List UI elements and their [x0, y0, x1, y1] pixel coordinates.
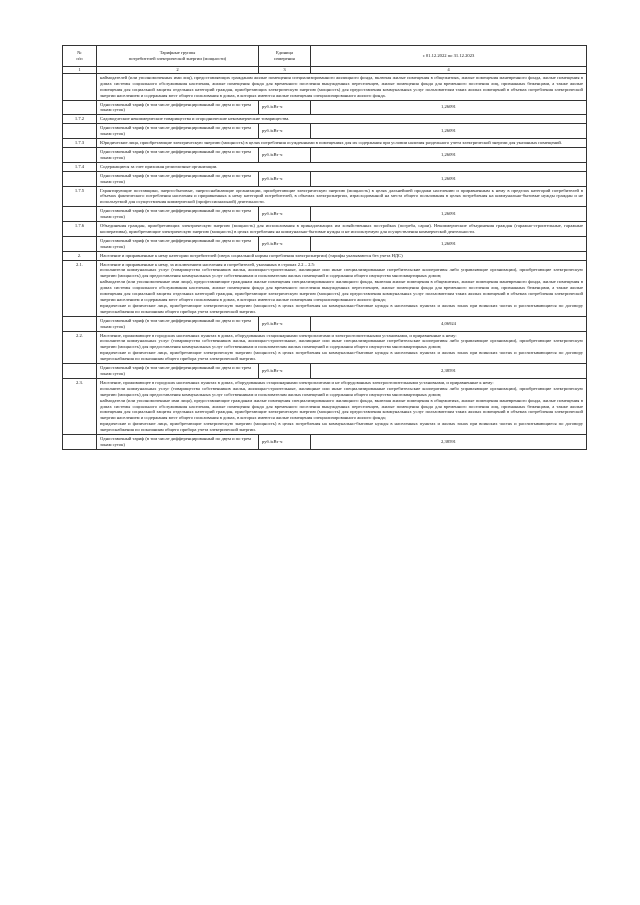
tariff-label: Одноставочный тариф (в том числе дифференцированный по двум и по трем зонам суток) — [97, 207, 259, 222]
document-page — [62, 45, 586, 450]
tariff-value: 4,06924 — [311, 316, 587, 331]
table-row-tariff — [63, 236, 587, 251]
column-number: 1 — [63, 67, 97, 74]
column-number: 3 — [259, 67, 311, 74]
tariff-value: 1,26091 — [311, 100, 587, 115]
description-paragraph: наймодателей (или уполномоченных ими лиц), предоставляющих гражданам жилые помещения специализированного жилищного фонда, включая жилые помещения в общежитиях, жилые помещения маневренного фонда, жилые помещения в домах системы социального обслуживания населения, жилые помещения фонда для временного поселения вынужденных переселенцев, жилые помещения фонда для временного поселения лиц, признанных беженцами, а также жилые помещения для социальной защиты отдельных категорий граждан, приобретающих электрическую энергию (мощность) для предоставления коммунальных услуг пользователям таких жилых помещений в объемах потребления электрической энергии населением и содержания мест общего пользования в домах, в которых имеются жилые помещения специализированного жилого фонда. — [100, 74, 583, 98]
table-row-tariff — [63, 435, 587, 450]
row-description — [97, 115, 587, 124]
row-number: 2.1. — [63, 260, 97, 316]
tariff-unit: руб./кВт·ч — [259, 316, 311, 331]
table-body — [63, 73, 587, 449]
row-number-empty — [63, 207, 97, 222]
tariff-label: Одноставочный тариф (в том числе дифференцированный по двум и по трем зонам суток) — [97, 435, 259, 450]
table-row-desc — [63, 186, 587, 207]
table-row-desc — [63, 115, 587, 124]
row-number: 1.7.6 — [63, 222, 97, 237]
row-number-empty — [63, 171, 97, 186]
tariff-value: 1,26091 — [311, 124, 587, 139]
description-paragraph: исполнители коммунальных услуг (товарищества собственников жилья, жилищно-строительные, жилищные или иные специализированные потребительские кооперативы либо управляющие организации), приобретающие электрическую энергию (мощность) для предоставления коммунальных услуг собственникам и пользователям жилых помещений и содержания общего имущества многоквартирных домов; — [100, 385, 583, 397]
table-row-desc — [63, 260, 587, 316]
row-number-empty — [63, 236, 97, 251]
row-description — [97, 162, 587, 171]
tariff-value: 2,38591 — [311, 364, 587, 379]
header-num: № п/п — [63, 46, 97, 67]
row-number-empty — [63, 316, 97, 331]
table-row-desc — [63, 378, 587, 434]
row-number: 1.7.2 — [63, 115, 97, 124]
row-description — [97, 251, 587, 260]
row-number: 2.2. — [63, 331, 97, 364]
row-number-empty — [63, 364, 97, 379]
table-row-tariff — [63, 364, 587, 379]
row-description — [97, 139, 587, 148]
row-description — [97, 331, 587, 364]
table-row-tariff — [63, 207, 587, 222]
tariff-unit: руб./кВт·ч — [259, 124, 311, 139]
row-description — [97, 73, 587, 100]
tariff-unit: руб./кВт·ч — [259, 100, 311, 115]
table-row-desc — [63, 139, 587, 148]
header-period: с 01.12.2022 по 31.12.2023 — [311, 46, 587, 67]
row-number-empty — [63, 435, 97, 450]
header-group: Тарифные группы потребителей электрической энергии (мощности) — [97, 46, 259, 67]
description-paragraph: юридические и физические лица, приобретающие электрическую энергию (мощность) в целях потребления на коммунально-бытовые нужды в населенных пунктах и жилых зонах при воинских частях и рассчитывающиеся по договору энергоснабжения по показаниям общего прибора учета электрической энергии. — [100, 302, 583, 314]
tariff-label: Одноставочный тариф (в том числе дифференцированный по двум и по трем зонам суток) — [97, 364, 259, 379]
column-number: 4 — [311, 67, 587, 74]
tariff-value: 1,26091 — [311, 147, 587, 162]
row-number: 1.7.5 — [63, 186, 97, 207]
table-row-desc — [63, 73, 587, 100]
row-number: 1.7.3 — [63, 139, 97, 148]
table-row-tariff — [63, 124, 587, 139]
tariff-value: 1,26091 — [311, 236, 587, 251]
row-description — [97, 378, 587, 434]
tariff-value: 1,26091 — [311, 207, 587, 222]
tariff-label: Одноставочный тариф (в том числе дифференцированный по двум и по трем зонам суток) — [97, 100, 259, 115]
description-paragraph: Садоводческие некоммерческие товарищества и огороднические некоммерческие товарищества. — [100, 116, 290, 122]
description-paragraph: Объединения граждан, приобретающих электрическую энергию (мощность) для использования в принадлежащих им хозяйственных постройках (погреба, сараи). Некоммерческие объединения граждан (гаражно-строительные, гаражные кооперативы), приобретающие электрическую энергию (мощность) в целях потребления на коммунально-бытовые нужды и не используемую для осуществления коммерческой деятельности. — [100, 223, 583, 234]
description-paragraph: Юридические лица, приобретающие электрическую энергию (мощность) в целях потребления осужденными в помещениях для их содержания при условии наличия раздельного учета электрической энергии для указанных помещений. — [100, 140, 563, 146]
description-paragraph: Население и приравненные к нему категории потребителей (сверх социальной нормы потребления электроэнергии) (тарифы указываются без учета НДС) — [100, 252, 403, 258]
tariff-unit: руб./кВт·ч — [259, 236, 311, 251]
table-header-row — [63, 46, 587, 67]
table-row-desc — [63, 222, 587, 237]
tariff-label: Одноставочный тариф (в том числе дифференцированный по двум и по трем зонам суток) — [97, 147, 259, 162]
tariff-table — [62, 45, 587, 450]
table-row-desc — [63, 331, 587, 364]
row-description — [97, 222, 587, 237]
tariff-label: Одноставочный тариф (в том числе дифференцированный по двум и по трем зонам суток) — [97, 171, 259, 186]
tariff-unit: руб./кВт·ч — [259, 171, 311, 186]
table-row-tariff — [63, 147, 587, 162]
description-paragraph: Население, проживающее в городских населенных пунктах в домах, оборудованных стационарными электроплитами и электроотопительными установками, и приравненные к нему: — [100, 332, 457, 338]
table-row-tariff — [63, 171, 587, 186]
tariff-unit: руб./кВт·ч — [259, 435, 311, 450]
tariff-label: Одноставочный тариф (в том числе дифференцированный по двум и по трем зонам суток) — [97, 124, 259, 139]
header-unit: Единица измерения — [259, 46, 311, 67]
description-paragraph: юридические и физические лица, приобретающие электрическую энергию (мощность) в целях потребления на коммунально-бытовые нужды в населенных пунктах и жилых зонах при воинских частях и рассчитывающиеся по договору энергоснабжения по показаниям общего прибора учета электрической энергии. — [100, 421, 583, 433]
row-description — [97, 186, 587, 207]
row-number-empty — [63, 147, 97, 162]
row-description — [97, 260, 587, 316]
tariff-label: Одноставочный тариф (в том числе дифференцированный по двум и по трем зонам суток) — [97, 316, 259, 331]
column-number-row — [63, 67, 587, 74]
tariff-unit: руб./кВт·ч — [259, 147, 311, 162]
description-paragraph: исполнители коммунальных услуг (товарищества собственников жилья, жилищно-строительные, жилищные или иные специализированные потребительские кооперативы либо управляющие организации), приобретающие электрическую энергию (мощность) для предоставления коммунальных услуг собственникам и пользователям жилых помещений и содержания общего имущества многоквартирных домов; — [100, 267, 583, 279]
tariff-label: Одноставочный тариф (в том числе дифференцированный по двум и по трем зонам суток) — [97, 236, 259, 251]
table-row-desc — [63, 162, 587, 171]
description-paragraph: наймодатели (или уполномоченные ими лица), предоставляющие гражданам жилые помещения специализированного жилищного фонда, включая жилые помещения в общежитиях, жилые помещения маневренного фонда, жилые помещения в домах системы социального обслуживания населения, жилые помещения фонда для временного поселения вынужденных переселенцев, жилые помещения фонда для временного поселения лиц, признанных беженцами, а также жилые помещения для социальной защиты отдельных категорий граждан, приобретающие электрическую энергию (мощность) для предоставления коммунальных услуг пользователям таких жилых помещений в объемах потребления электрической энергии населением и содержания мест общего пользования в домах, в которых имеются жилые помещения специализированного жилого фонда; — [100, 397, 583, 421]
tariff-value: 2,38591 — [311, 435, 587, 450]
table-row-tariff — [63, 316, 587, 331]
tariff-unit: руб./кВт·ч — [259, 364, 311, 379]
row-number — [63, 73, 97, 100]
description-paragraph: Содержащиеся за счет прихожан религиозные организации. — [100, 163, 218, 169]
column-number: 2 — [97, 67, 259, 74]
tariff-value: 1,26091 — [311, 171, 587, 186]
row-number-empty — [63, 124, 97, 139]
description-paragraph: наймодатели (или уполномоченные ими лица), предоставляющие гражданам жилые помещения специализированного жилищного фонда, включая жилые помещения в общежитиях, жилые помещения маневренного фонда, жилые помещения в домах системы социального обслуживания населения, жилые помещения фонда для временного поселения вынужденных переселенцев, жилые помещения фонда для временного поселения лиц, признанных беженцами, а также жилые помещения для социальной защиты отдельных категорий граждан, приобретающие электрическую энергию (мощность) для предоставления коммунальных услуг пользователям таких жилых помещений в объемах потребления электрической энергии населением и содержания мест общего пользования в домах, в которых имеются жилые помещения специализированного жилого фонда; — [100, 279, 583, 302]
description-paragraph: исполнители коммунальных услуг (товарищества собственников жилья, жилищно-строительные, жилищные или иные специализированные потребительские кооперативы либо управляющие организации), приобретающие электрическую энергию (мощность) для предоставления коммунальных услуг собственникам и пользователям жилых помещений и содержания общего имущества многоквартирных домов; — [100, 338, 583, 350]
description-paragraph: Население, проживающее в городских населенных пунктах в домах, оборудованных стационарными электроплитами и не оборудованных электроотопительными установками, и приравненные к нему: — [100, 379, 494, 385]
description-paragraph: юридические и физические лица, приобретающие электрическую энергию (мощность) в целях потребления на коммунально-бытовые нужды в населенных пунктах и жилых зонах при воинских частях и рассчитывающиеся по договору энергоснабжения по показаниям общего прибора учета электрической энергии. — [100, 350, 583, 362]
table-row-tariff — [63, 100, 587, 115]
row-number: 2. — [63, 251, 97, 260]
table-row-desc — [63, 251, 587, 260]
tariff-unit: руб./кВт·ч — [259, 207, 311, 222]
row-number-empty — [63, 100, 97, 115]
row-number: 1.7.4 — [63, 162, 97, 171]
row-number: 2.3. — [63, 378, 97, 434]
description-paragraph: Население и приравненные к нему, за исключением населения и потребителей, указанных в строках 2.2 – 2.5: — [100, 261, 316, 267]
description-paragraph: Гарантирующие поставщики, энергосбытовые, энергоснабжающие организации, приобретающие электрическую энергию (мощность) в целях дальнейшей продажи населению и приравненным к нему в пределах категорий потребителей в объемах фактического потребления населения и приравненных к нему категорий потребителей, в объемах электроэнергии, израсходованной на места общего пользования в целях потребления на коммунально-бытовые нужды граждан и не используемой для осуществления коммерческой (профессиональной) деятельности. — [100, 187, 583, 205]
